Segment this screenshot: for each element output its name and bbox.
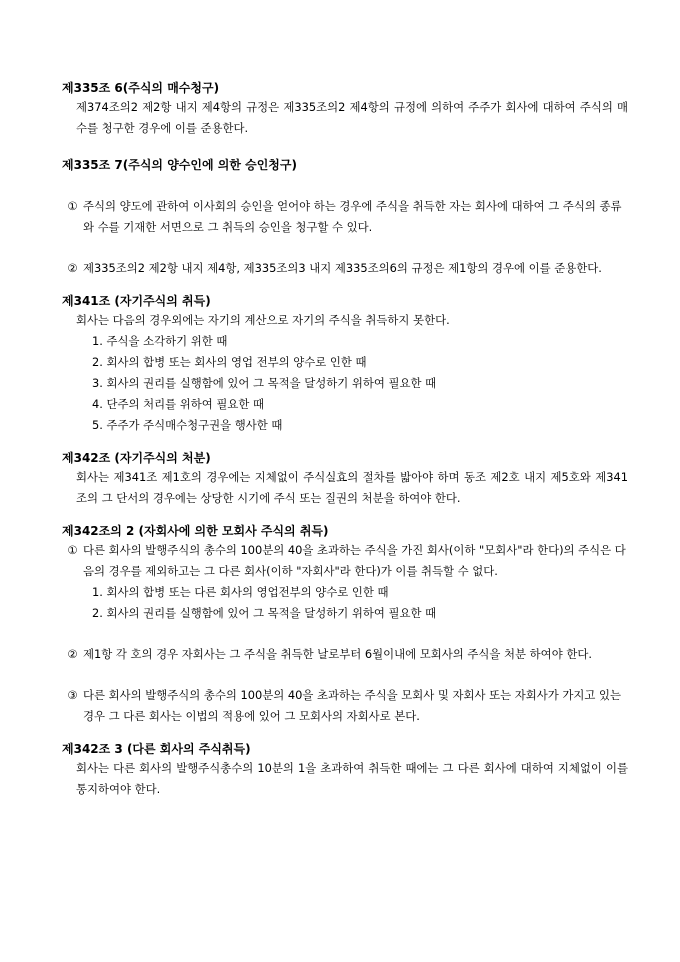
clause	[62, 196, 628, 238]
article-title: 제342조 3 (다른 회사의 주식취득)	[62, 742, 251, 756]
clause	[62, 685, 628, 727]
clause-text: 주식의 양도에 관하여 이사회의 승인을 얻어야 하는 경우에 주식을 취득한 자는 회사에 대하여 그 주식의 종류와 수를 기재한 서면으로 그 취득의 승인을 청구할 수 있다.	[83, 199, 622, 234]
article	[62, 741, 628, 800]
article	[62, 80, 628, 139]
article-text: 제374조의2 제2항 내지 제4항의 규정은 제335조의2 제4항의 규정에 의하여 주주가 회사에 대하여 주식의 매수를 청구한 경우에 이를 준용한다.	[76, 100, 628, 135]
clause-text: 다른 회사의 발행주식의 총수의 100분의 40을 초과하는 주식을 가진 회사(이하 "모회사"라 한다)의 주식은 다음의 경우를 제외하고는 그 다른 회사(이하 "자회사"라 한다)가 이를 취득할 수 없다.	[83, 543, 626, 578]
document-page	[62, 80, 628, 800]
clause	[62, 258, 628, 279]
list-item: 4. 단주의 처리를 위하여 필요한 때	[92, 397, 265, 411]
article-text: 회사는 다음의 경우외에는 자기의 계산으로 자기의 주식을 취득하지 못한다.	[76, 313, 450, 327]
article-text: 회사는 제341조 제1호의 경우에는 지체없이 주식실효의 절차를 밟아야 하며 동조 제2호 내지 제5호와 제341조의 그 단서의 경우에는 상당한 시기에 주식 또는 질권의 처분을 하여야 한다.	[76, 470, 628, 505]
article	[62, 157, 628, 279]
list-item: 1. 회사의 합병 또는 다른 회사의 영업전부의 양수로 인한 때	[92, 585, 389, 599]
list-item: 2. 회사의 권리를 실행함에 있어 그 목적을 달성하기 위하여 필요한 때	[92, 606, 437, 620]
clause-number: ②	[67, 261, 78, 275]
article-title: 제335조 7(주식의 양수인에 의한 승인청구)	[62, 158, 297, 172]
clause	[62, 644, 628, 665]
article	[62, 293, 628, 436]
clause-text: 다른 회사의 발행주식의 총수의 100분의 40을 초과하는 주식을 모회사 및 자회사 또는 자회사가 가지고 있는 경우 그 다른 회사는 이법의 적용에 있어 그 모회사의 자회사로 본다.	[83, 688, 622, 723]
list-item: 3. 회사의 권리를 실행함에 있어 그 목적을 달성하기 위하여 필요한 때	[92, 376, 437, 390]
clause-number: ①	[67, 199, 78, 213]
list-item: 2. 회사의 합병 또는 회사의 영업 전부의 양수로 인한 때	[92, 355, 367, 369]
clause-number: ①	[67, 543, 78, 557]
clause	[62, 540, 628, 582]
list-item: 5. 주주가 주식매수청구권을 행사한 때	[92, 418, 283, 432]
article-title: 제342조 (자기주식의 처분)	[62, 451, 211, 465]
article-title: 제341조 (자기주식의 취득)	[62, 294, 211, 308]
clause-text: 제335조의2 제2항 내지 제4항, 제335조의3 내지 제335조의6의 규정은 제1항의 경우에 이를 준용한다.	[83, 261, 602, 275]
clause-number: ③	[67, 688, 78, 702]
article-title: 제335조 6(주식의 매수청구)	[62, 81, 220, 95]
list-item: 1. 주식을 소각하기 위한 때	[92, 334, 228, 348]
article	[62, 450, 628, 509]
article	[62, 523, 628, 727]
clause-number: ②	[67, 647, 78, 661]
article-title: 제342조의 2 (자회사에 의한 모회사 주식의 취득)	[62, 524, 329, 538]
clause-text: 제1항 각 호의 경우 자회사는 그 주식을 취득한 날로부터 6월이내에 모회사의 주식을 처분 하여야 한다.	[83, 647, 592, 661]
article-text: 회사는 다른 회사의 발행주식총수의 10분의 1을 초과하여 취득한 때에는 그 다른 회사에 대하여 지체없이 이를 통지하여야 한다.	[76, 761, 628, 796]
